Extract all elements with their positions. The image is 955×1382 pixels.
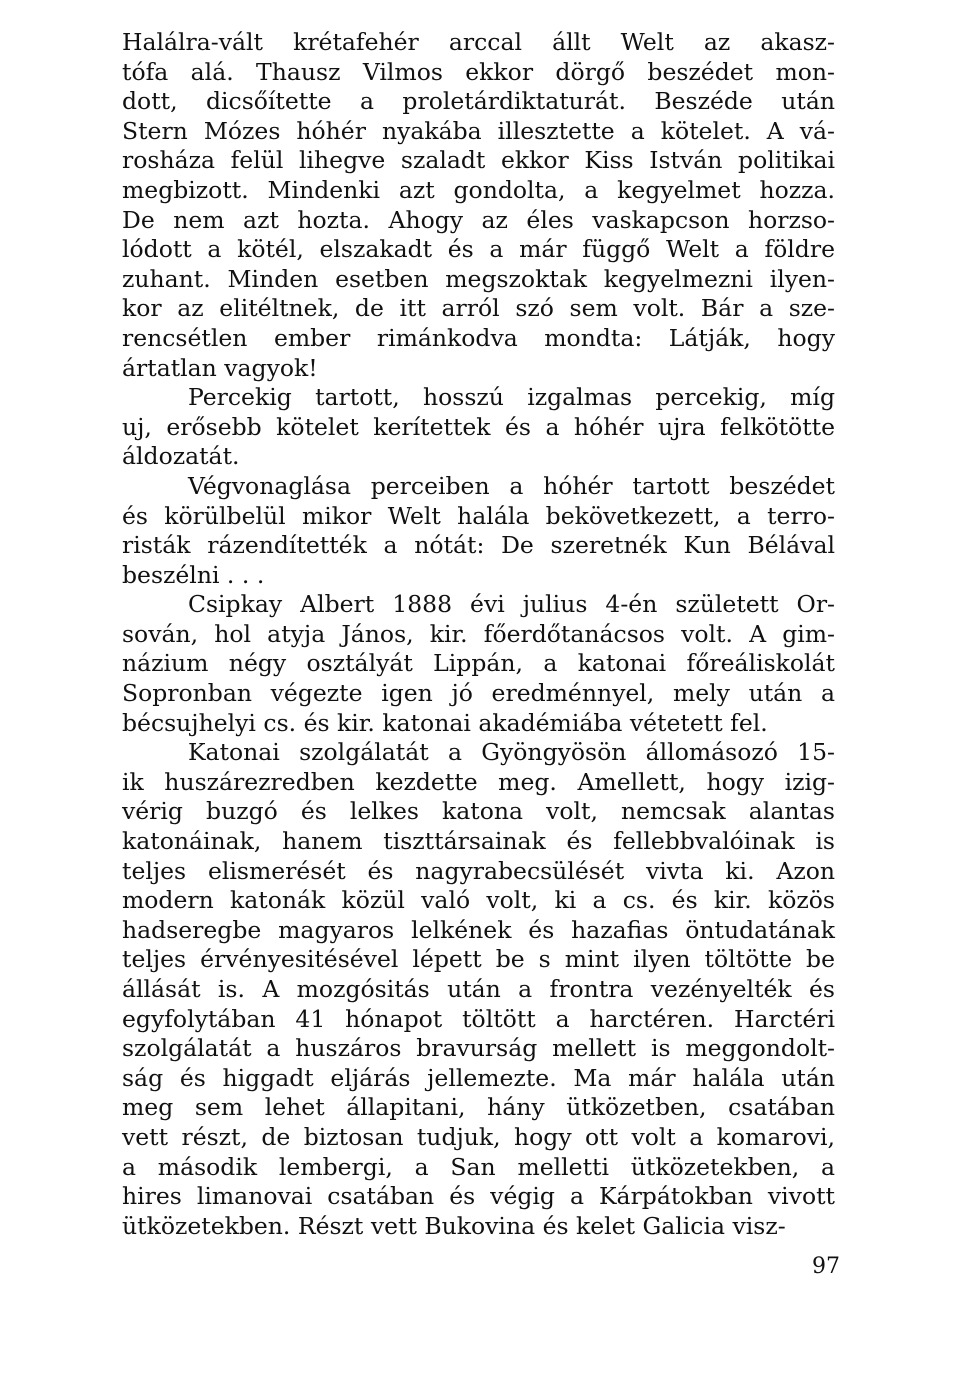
text-line: megbizott. Mindenki azt gondolta, a kegyelmet hozza.	[122, 175, 835, 204]
text-line: ártatlan vagyok!	[122, 353, 318, 382]
paragraph	[122, 472, 835, 590]
text-line: beszélni . . .	[122, 560, 265, 589]
paragraph	[122, 738, 835, 1241]
text-line: és körülbelül mikor Welt halála bekövetkezett, a terro-	[122, 501, 835, 530]
text-line: szolgálatát a huszáros bravurság mellett is meggondolt-	[122, 1034, 835, 1063]
paragraph	[122, 590, 835, 738]
text-line: uj, erősebb kötelet kerítettek és a hóhér ujra felkötötte	[122, 412, 835, 441]
text-line: Sopronban végezte igen jó eredménnyel, mely után a	[122, 679, 835, 708]
text-line: Katonai szolgálatát a Gyöngyösön állomásozó 15-	[188, 738, 835, 767]
text-line: Percekig tartott, hosszú izgalmas percekig, míg	[188, 383, 835, 412]
text-line: De nem azt hozta. Ahogy az éles vaskapcson horzso-	[122, 205, 835, 234]
text-line: egyfolytában 41 hónapot töltött a harctéren. Harctéri	[122, 1004, 835, 1033]
text-line: teljes érvényesitésével lépett be s mint ilyen töltötte be	[122, 945, 835, 974]
text-line: áldozatát.	[122, 442, 240, 471]
text-line: hires limanovai csatában és végig a Kárpátokban vivott	[122, 1182, 835, 1211]
text-line: ság és higgadt eljárás jellemezte. Ma már halála után	[122, 1063, 835, 1092]
paragraph	[122, 28, 835, 383]
text-line: názium négy osztályát Lippán, a katonai főreáliskolát	[122, 649, 835, 678]
text-line: rosháza felül lihegve szaladt ekkor Kiss István politikai	[122, 146, 835, 175]
text-line: katonáinak, hanem tiszttársainak és fellebbvalóinak is	[122, 827, 835, 856]
text-line: a második lembergi, a San melletti ütközetekben, a	[122, 1152, 835, 1181]
text-line: bécsujhelyi cs. és kir. katonai akadémiába vétetett fel.	[122, 708, 768, 737]
text-line: dott, dicsőítette a proletárdiktaturát. Beszéde után	[122, 87, 835, 116]
text-line: Stern Mózes hóhér nyakába illesztette a kötelet. A vá-	[122, 116, 835, 145]
paragraph	[122, 383, 835, 472]
text-line: Halálra-vált krétafehér arccal állt Welt az akasz-	[122, 28, 835, 56]
text-line: zuhant. Minden esetben megszoktak kegyelmezni ilyen-	[122, 264, 835, 293]
text-line: teljes elismerését és nagyrabecsülését vivta ki. Azon	[122, 856, 835, 885]
text-line: vett részt, de biztosan tudjuk, hogy ott volt a komarovi,	[122, 1122, 835, 1151]
text-line: Csipkay Albert 1888 évi julius 4-én született Or-	[188, 590, 835, 619]
text-line: meg sem lehet állapitani, hány ütközetben, csatában	[122, 1093, 835, 1122]
text-line: ik huszárezredben kezdette meg. Amellett, hogy izig-	[122, 767, 835, 796]
text-line: modern katonák közül való volt, ki a cs. és kir. közös	[122, 886, 835, 915]
body-text	[122, 28, 835, 1241]
page-number: 97	[812, 1254, 840, 1279]
text-line: Végvonaglása perceiben a hóhér tartott beszédet	[188, 471, 835, 500]
text-line: kor az elitéltnek, de itt arról szó sem volt. Bár a sze-	[122, 294, 835, 323]
text-line: rencsétlen ember rimánkodva mondta: Látják, hogy	[122, 323, 835, 352]
text-line: tófa alá. Thausz Vilmos ekkor dörgő beszédet mon-	[122, 57, 835, 86]
text-line: lódott a kötél, elszakadt és a már függő Welt a földre	[122, 235, 835, 264]
text-line: állását is. A mozgósitás után a frontra vezényelték és	[122, 975, 835, 1003]
text-line: ütközetekben. Részt vett Bukovina és kelet Galicia visz-	[122, 1211, 786, 1240]
text-line: vérig buzgó és lelkes katona volt, nemcsak alantas	[122, 797, 835, 826]
text-line: sován, hol atyja János, kir. főerdőtanácsos volt. A gim-	[122, 619, 835, 648]
text-line: risták rázendítették a nótát: De szeretnék Kun Bélával	[122, 531, 835, 560]
text-line: hadseregbe magyaros lelkének és hazafias öntudatának	[122, 915, 835, 944]
